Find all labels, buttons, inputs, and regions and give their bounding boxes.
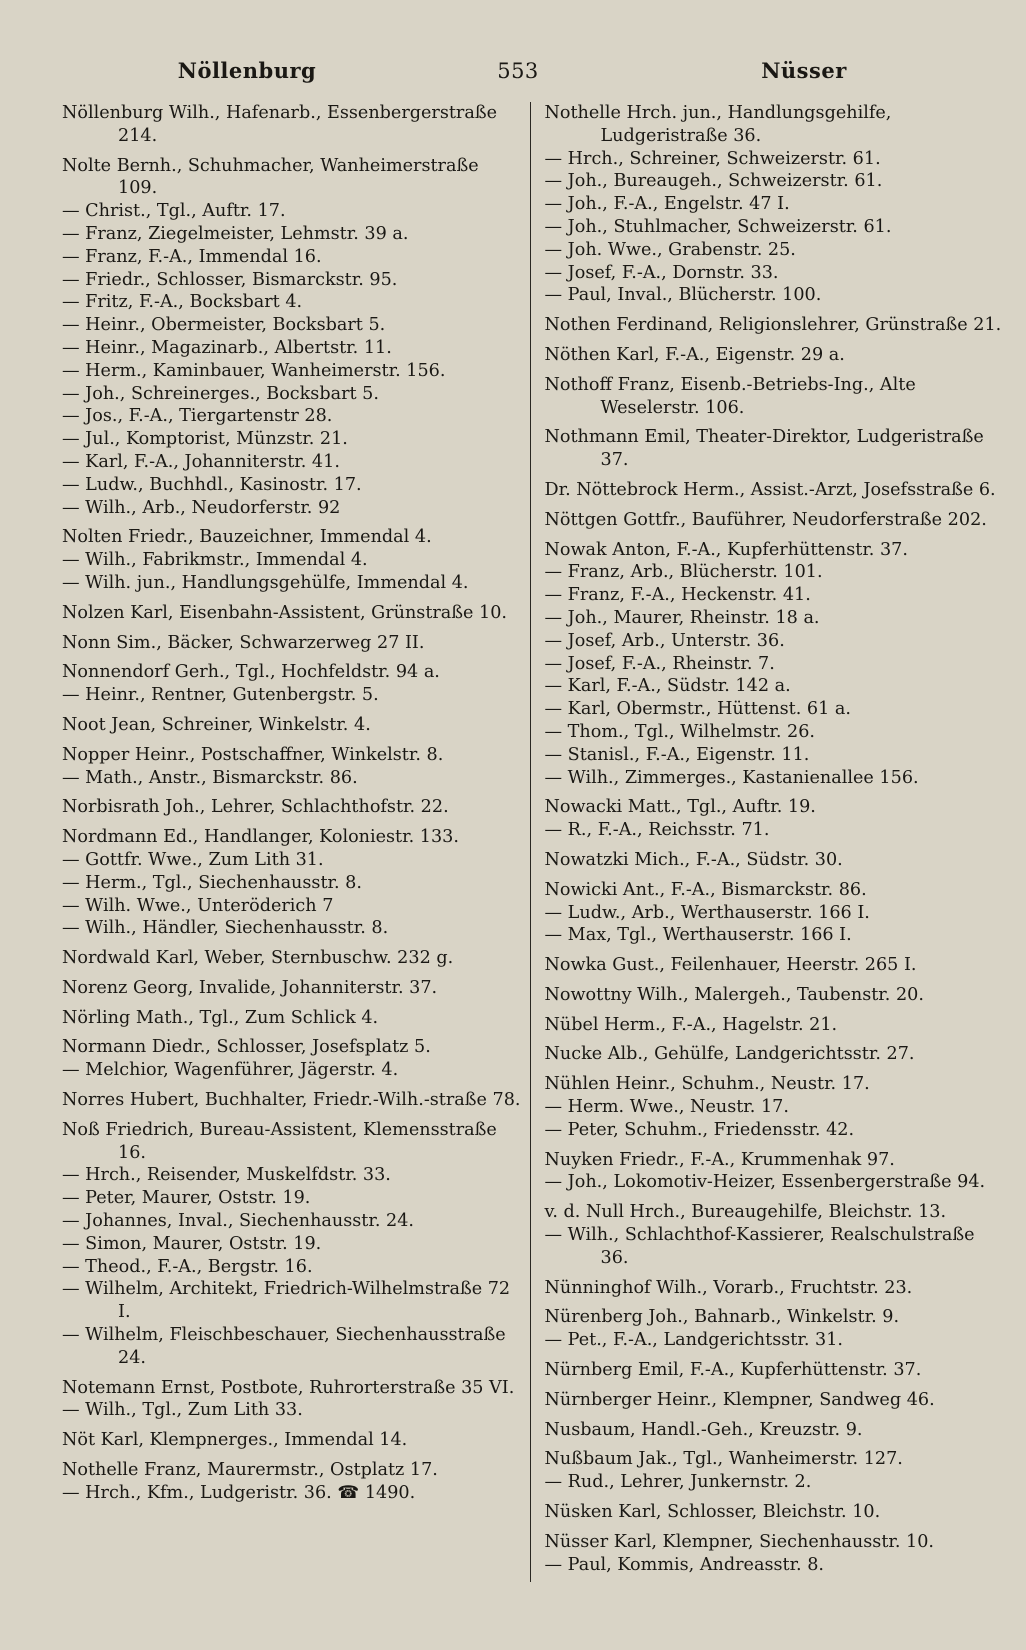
directory-entry: Nürnberg Emil, F.-A., Kupferhüttenstr. 37. [544,1360,922,1381]
directory-entry: Nusbaum, Handl.-Geh., Kreuzstr. 9. [544,1419,863,1440]
directory-entry: — Wilh., Schlachthof-Kassierer, Realschulstraße 36. [544,1225,975,1268]
directory-entry: — Stanisl., F.-A., Eigenstr. 11. [544,744,810,765]
directory-entry: Nowicki Ant., F.-A., Bismarckstr. 86. [544,879,867,900]
directory-entry: Nüsser Karl, Klempner, Siechenhausstr. 10. [544,1531,935,1552]
directory-entry: Nöthen Karl, F.-A., Eigenstr. 29 a. [544,344,845,365]
directory-entry: Notemann Ernst, Postbote, Ruhrorterstraße 35 VI. [62,1377,515,1398]
directory-entry: — Josef, F.-A., Rheinstr. 7. [544,653,775,674]
directory-entry: — Joh., F.-A., Engelstr. 47 I. [544,194,790,215]
page-header [62,58,1004,102]
directory-entry: — Christ., Tgl., Auftr. 17. [62,201,286,222]
directory-entry: — Karl, F.-A., Johanniterstr. 41. [62,451,340,472]
directory-entry: Nordmann Ed., Handlanger, Koloniestr. 133. [62,827,459,848]
directory-entry: Nowatzki Mich., F.-A., Südstr. 30. [544,849,843,870]
directory-entry: — Joh., Lokomotiv-Heizer, Essenbergerstraße 94. [544,1172,986,1193]
directory-entry: — Math., Anstr., Bismarckstr. 86. [62,767,358,788]
directory-entry: Nüsken Karl, Schlosser, Bleichstr. 10. [544,1502,881,1523]
directory-entry: — Wilhelm, Architekt, Friedrich-Wilhelmstraße 72 I. [62,1279,511,1323]
directory-entry: — Joh., Maurer, Rheinstr. 18 a. [544,607,820,628]
directory-entry: — Wilh., Zimmerges., Kastanienallee 156. [544,767,919,788]
directory-entry: Nürenberg Joh., Bahnarb., Winkelstr. 9. [544,1307,900,1328]
directory-entry: — Franz, F.-A., Immendal 16. [62,246,322,267]
directory-entry: v. d. Null Hrch., Bureaugehilfe, Bleichstr. 13. [544,1202,947,1223]
directory-entry: Nolte Bernh., Schuhmacher, Wanheimerstraße 109. [62,155,479,199]
directory-entry: Nowak Anton, F.-A., Kupferhüttenstr. 37. [544,539,908,560]
directory-entry: — Max, Tgl., Werthauserstr. 166 I. [544,925,852,946]
directory-entry: — Wilh., Fabrikmstr., Immendal 4. [62,550,368,571]
directory-entry: Noot Jean, Schreiner, Winkelstr. 4. [62,714,371,735]
directory-entry: Nowacki Matt., Tgl., Auftr. 19. [544,797,816,818]
directory-entry: — Wilh., Tgl., Zum Lith 33. [62,1400,303,1421]
directory-entry: Nothelle Hrch. jun., Handlungsgehilfe, Ludgeristraße 36. [544,103,892,146]
directory-entry: Dr. Nöttebrock Herm., Assist.-Arzt, Josefsstraße 6. [544,479,996,500]
directory-entry: — Jul., Komptorist, Münzstr. 21. [62,429,348,450]
directory-entry: — Herm., Tgl., Siechenhausstr. 8. [62,872,362,893]
directory-entry: — Hrch., Schreiner, Schweizerstr. 61. [544,148,881,169]
directory-entry: — Franz, F.-A., Heckenstr. 41. [544,585,811,606]
directory-entry: — Wilh. Wwe., Unteröderich 7 [62,895,334,916]
directory-entry: — Franz, Ziegelmeister, Lehmstr. 39 a. [62,223,409,244]
directory-entry: Nordwald Karl, Weber, Sternbuschw. 232 g. [62,948,454,969]
directory-entry: — Wilhelm, Fleischbeschauer, Siechenhausstraße 24. [62,1325,506,1368]
directory-entry: — Josef, Arb., Unterstr. 36. [544,630,785,651]
directory-entry: Nuyken Friedr., F.-A., Krummenhak 97. [544,1149,895,1170]
directory-entry: Nucke Alb., Gehülfe, Landgerichtsstr. 27. [544,1044,915,1065]
directory-entry: Nopper Heinr., Postschaffner, Winkelstr. 8. [62,744,444,765]
header-right-keyword: Nüsser [761,58,847,83]
directory-entry: — Peter, Schuhm., Friedensstr. 42. [544,1119,855,1140]
directory-entry: Nolten Friedr., Bauzeichner, Immendal 4. [62,527,432,548]
directory-entry: — Wilh., Händler, Siechenhausstr. 8. [62,918,389,939]
directory-entry: — Simon, Maurer, Oststr. 19. [62,1233,322,1254]
directory-entry: Nonnendorf Gerh., Tgl., Hochfeldstr. 94 a. [62,662,440,683]
directory-entry: Nöttgen Gottfr., Bauführer, Neudorferstraße 202. [544,509,987,530]
directory-entry: — Joh., Schreinerges., Bocksbart 5. [62,383,379,404]
directory-entry: — Heinr., Rentner, Gutenbergstr. 5. [62,685,379,706]
directory-entry: — Theod., F.-A., Bergstr. 16. [62,1256,313,1277]
directory-entry: Nörling Math., Tgl., Zum Schlick 4. [62,1007,379,1028]
directory-entry: — Wilh. jun., Handlungsgehülfe, Immendal 4. [62,572,469,593]
directory-entry: Nolzen Karl, Eisenbahn-Assistent, Grünstraße 10. [62,602,508,623]
directory-entry: — Johannes, Inval., Siechenhausstr. 24. [62,1211,414,1232]
right-column [530,102,1005,1582]
directory-entry: Nübel Herm., F.-A., Hagelstr. 21. [544,1014,838,1035]
directory-entry: — Heinr., Magazinarb., Albertstr. 11. [62,337,392,358]
directory-entry: — Ludw., Buchhdl., Kasinostr. 17. [62,474,362,495]
directory-entry: — Heinr., Obermeister, Bocksbart 5. [62,315,386,336]
directory-entry: Nöllenburg Wilh., Hafenarb., Essenbergerstraße 214. [62,103,497,146]
directory-entry: — Peter, Maurer, Oststr. 19. [62,1188,311,1209]
directory-entry: — Herm., Kaminbauer, Wanheimerstr. 156. [62,360,446,381]
directory-entry: — Friedr., Schlosser, Bismarckstr. 95. [62,269,398,290]
directory-entry: — Hrch., Reisender, Muskelfdstr. 33. [62,1165,391,1186]
page-number: 553 [497,59,539,83]
directory-entry: — Rud., Lehrer, Junkernstr. 2. [544,1472,812,1493]
directory-entry: — R., F.-A., Reichsstr. 71. [544,820,770,841]
directory-entry: — Fritz, F.-A., Bocksbart 4. [62,292,303,313]
directory-entry: — Hrch., Kfm., Ludgeristr. 36. ☎ 1490. [62,1482,416,1503]
header-left-keyword: Nöllenburg [177,58,317,83]
directory-entry: — Ludw., Arb., Werthauserstr. 166 I. [544,902,870,923]
directory-entry: — Paul, Inval., Blücherstr. 100. [544,285,822,306]
directory-entry: Nünninghof Wilh., Vorarb., Fruchtstr. 23. [544,1277,913,1298]
directory-entry: Nühlen Heinr., Schuhm., Neustr. 17. [544,1074,870,1095]
directory-entry: Nöt Karl, Klempnerges., Immendal 14. [62,1430,408,1451]
directory-entry: Norbisrath Joh., Lehrer, Schlachthofstr. 22. [62,797,449,818]
directory-entry: — Gottfr. Wwe., Zum Lith 31. [62,849,324,870]
directory-entry: Norres Hubert, Buchhalter, Friedr.-Wilh.-straße 78. [62,1090,521,1111]
directory-entry: Normann Diedr., Schlosser, Josefsplatz 5. [62,1037,431,1058]
left-column [62,102,530,1582]
directory-entry: — Karl, F.-A., Südstr. 142 a. [544,676,791,697]
directory-entry: — Jos., F.-A., Tiergartenstr 28. [62,406,333,427]
directory-entry: Nowottny Wilh., Malergeh., Taubenstr. 20. [544,984,924,1005]
directory-entry: — Melchior, Wagenführer, Jägerstr. 4. [62,1060,399,1081]
directory-entry: Norenz Georg, Invalide, Johanniterstr. 37. [62,977,438,998]
directory-entry: — Joh. Wwe., Grabenstr. 25. [544,239,796,260]
directory-entry: — Herm. Wwe., Neustr. 17. [544,1097,789,1118]
directory-entry: — Joh., Stuhlmacher, Schweizerstr. 61. [544,216,892,237]
directory-entry: — Josef, F.-A., Dornstr. 33. [544,262,779,283]
directory-entry: Nothoff Franz, Eisenb.-Betriebs-Ing., Alte Weselerstr. 106. [544,374,916,418]
directory-entry: — Wilh., Arb., Neudorferstr. 92 [62,497,341,518]
directory-entry: — Karl, Obermstr., Hüttenst. 61 a. [544,699,851,720]
directory-entry: Nothelle Franz, Maurermstr., Ostplatz 17. [62,1460,438,1481]
directory-entry: — Franz, Arb., Blücherstr. 101. [544,562,823,583]
directory-entry: Nonn Sim., Bäcker, Schwarzerweg 27 II. [62,632,425,653]
directory-entry: — Paul, Kommis, Andreasstr. 8. [544,1554,825,1575]
directory-entry: Nothen Ferdinand, Religionslehrer, Grünstraße 21. [544,315,1002,336]
directory-entry: — Thom., Tgl., Wilhelmstr. 26. [544,721,816,742]
directory-entry: Nußbaum Jak., Tgl., Wanheimerstr. 127. [544,1449,903,1470]
directory-entry: — Pet., F.-A., Landgerichtsstr. 31. [544,1330,843,1351]
directory-entry: Nothmann Emil, Theater-Direktor, Ludgeristraße 37. [544,427,984,471]
directory-entry: Nowka Gust., Feilenhauer, Heerstr. 265 I. [544,955,917,976]
directory-entry: Nürnberger Heinr., Klempner, Sandweg 46. [544,1389,935,1410]
directory-columns [62,102,1004,1582]
directory-entry: Noß Friedrich, Bureau-Assistent, Klemensstraße 16. [62,1119,497,1163]
directory-entry: — Joh., Bureaugeh., Schweizerstr. 61. [544,171,883,192]
